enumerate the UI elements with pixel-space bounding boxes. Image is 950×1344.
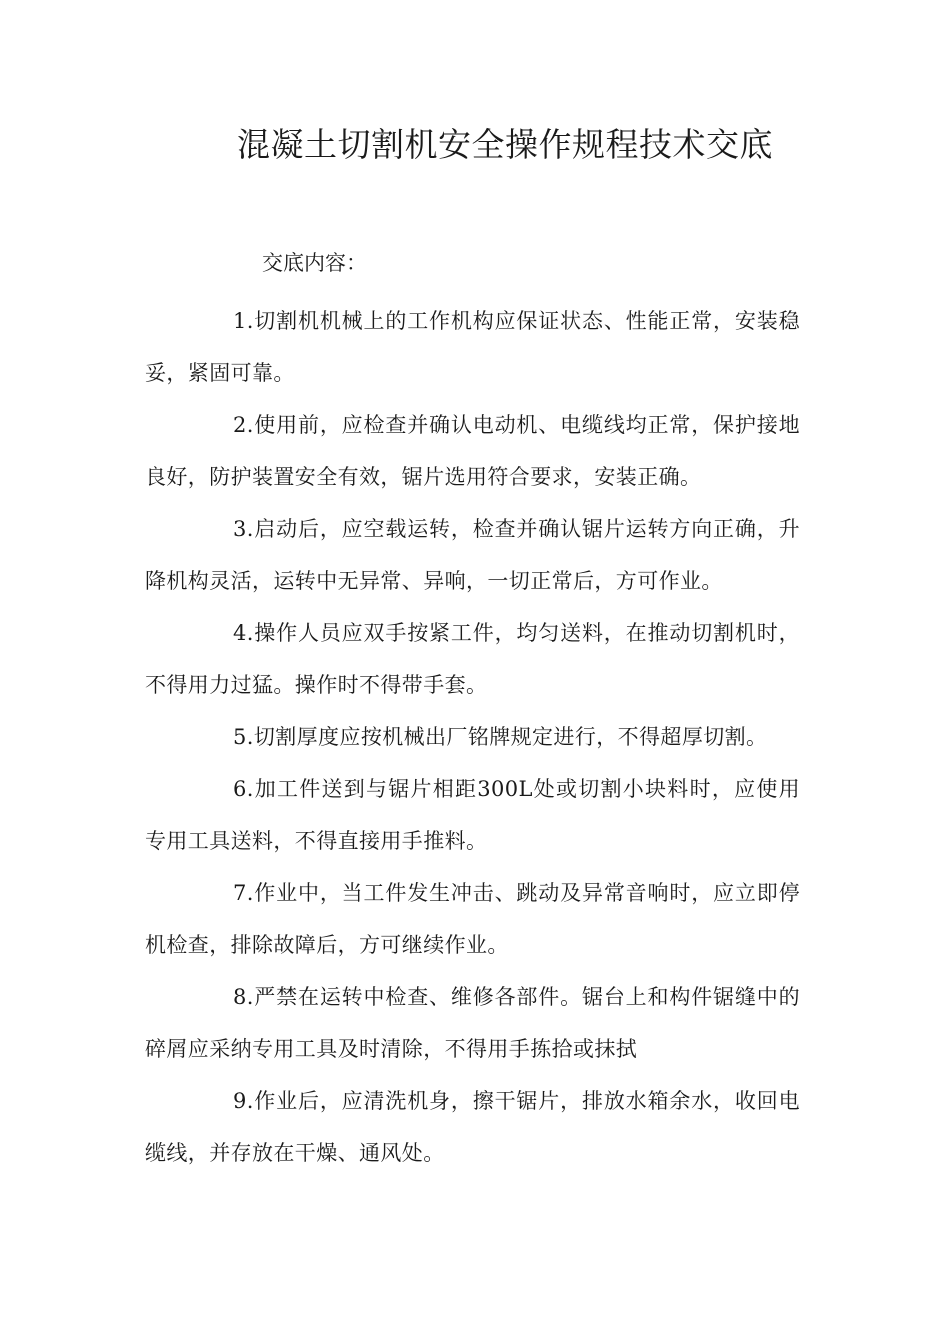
item-line-cont: 升降机构灵活，运转中无异常、异响，一切正常后，方可作业。 <box>145 517 800 593</box>
item-line: 9.作业后，应清洗机身，擦干锯片，排放水箱余水，收回 <box>233 1089 779 1113</box>
intro-label: 交底内容： <box>262 251 367 275</box>
item-line-cont: 时，不得用力过猛。操作时不得带手套。 <box>145 621 800 697</box>
item-line-cont: 的碎屑应采纳专用工具及时清除，不得用手拣拾或抹拭 <box>145 985 800 1061</box>
list-item-4 <box>145 607 800 711</box>
list-item-6 <box>145 763 800 867</box>
list-item-3 <box>145 503 800 607</box>
item-line: 7.作业中，当工件发生冲击、跳动及异常音响时，应立即 <box>233 881 779 905</box>
item-line-cont: 电缆线，并存放在干燥、通风处。 <box>145 1089 800 1165</box>
item-line: 1.切割机机械上的工作机构应保证状态、性能正常，安装 <box>233 309 779 333</box>
item-line: 4.操作人员应双手按紧工件，均匀送料，在推动切割机 <box>233 621 757 645</box>
item-line: 5.切割厚度应按机械出厂铭牌规定进行，不得超厚切割。 <box>233 725 768 749</box>
item-line: 8.严禁在运转中检查、维修各部件。锯台上和构件锯缝中 <box>233 985 779 1009</box>
list-item-2 <box>145 399 800 503</box>
list-item-9 <box>145 1075 800 1179</box>
item-line-cont: 地良好，防护装置安全有效，锯片选用符合要求，安装正确。 <box>145 413 800 489</box>
list-item-8 <box>145 971 800 1075</box>
list-item-7 <box>145 867 800 971</box>
document-title: 混凝土切割机安全操作规程技术交底 <box>237 125 773 164</box>
item-line-cont: 停机检查，排除故障后，方可继续作业。 <box>145 881 800 957</box>
list-item-5 <box>145 711 800 763</box>
item-line: 6.加工件送到与锯片相距300L处或切割小块料时，应使用 <box>233 777 800 801</box>
item-line-cont: 专用工具送料，不得直接用手推料。 <box>145 829 488 853</box>
item-line: 2.使用前，应检查并确认电动机、电缆线均正常，保护接 <box>233 413 779 437</box>
item-line: 3.启动后，应空载运转，检查并确认锯片运转方向正确， <box>233 517 779 541</box>
item-list <box>145 295 800 1179</box>
list-item-1 <box>145 295 800 399</box>
item-line-cont: 稳妥，紧固可靠。 <box>145 309 800 385</box>
